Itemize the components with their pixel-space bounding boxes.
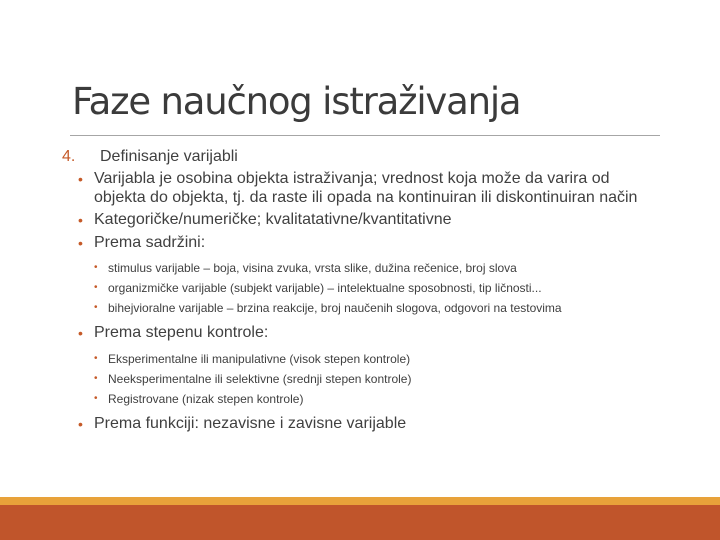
bullet-icon: • xyxy=(94,352,98,364)
bullet-definition xyxy=(62,170,662,207)
bullet-categories xyxy=(62,211,662,230)
control-subbullets xyxy=(62,351,662,407)
sub-bullet xyxy=(62,371,662,387)
bullet-text: Prema sadržini: xyxy=(94,233,206,251)
bullet-text: Kategoričke/numeričke; kvalitatativne/kvantitativne xyxy=(94,211,452,228)
sub-bullet xyxy=(62,391,662,407)
footer-accent-stripe xyxy=(0,497,720,505)
sub-bullet-text: organizmičke varijable (subjekt varijable) – intelektualne sposobnosti, tip ličnosti... xyxy=(108,281,542,295)
heading-text: Definisanje varijabli xyxy=(100,148,238,165)
bullet-icon: • xyxy=(94,262,98,273)
bullet-icon: • xyxy=(78,415,83,432)
heading-number: 4. xyxy=(62,148,76,165)
sub-bullet-text: Eksperimentalne ili manipulativne (visok stepen kontrole) xyxy=(108,351,411,366)
bullet-icon: • xyxy=(94,372,98,384)
footer-bar xyxy=(0,505,720,540)
sub-bullet-text: stimulus varijable – boja, visina zvuka, vrsta slike, dužina rečenice, broj slova xyxy=(108,261,517,275)
slide-title: Faze naučnog istraživanja xyxy=(72,80,521,123)
sub-bullet-text: Registrovane (nizak stepen kontrole) xyxy=(108,391,304,406)
bullet-by-content xyxy=(62,234,662,253)
sub-bullet xyxy=(62,300,662,316)
bullet-text: Prema funkciji: nezavisne i zavisne varijable xyxy=(94,414,407,432)
slide-content xyxy=(62,146,662,437)
sub-bullet xyxy=(62,351,662,367)
bullet-by-control xyxy=(62,324,662,343)
title-divider xyxy=(70,135,660,136)
sub-bullet-text: bihejvioralne varijable – brzina reakcije, broj naučenih slogova, odgovori na testovima xyxy=(108,301,562,315)
bullet-icon: • xyxy=(78,325,83,341)
sub-bullet-text: Neeksperimentalne ili selektivne (srednji stepen kontrole) xyxy=(108,371,412,386)
bullet-icon: • xyxy=(78,234,83,251)
bullet-text: Varijabla je osobina objekta istraživanja; vrednost koja može da varira od objekta do objekta, tj. da raste ili opada na kontinuiran ili diskontinuiran način xyxy=(94,170,638,206)
bullet-icon: • xyxy=(78,212,83,228)
bullet-text: Prema stepenu kontrole: xyxy=(94,324,269,341)
bullet-icon: • xyxy=(94,282,98,293)
numbered-heading xyxy=(62,146,662,168)
bullet-by-function xyxy=(62,415,662,434)
bullet-icon: • xyxy=(94,302,98,313)
bullet-icon: • xyxy=(94,392,98,404)
bullet-icon: • xyxy=(78,171,83,187)
sub-bullet xyxy=(62,280,662,296)
content-subbullets xyxy=(62,260,662,316)
sub-bullet xyxy=(62,260,662,276)
